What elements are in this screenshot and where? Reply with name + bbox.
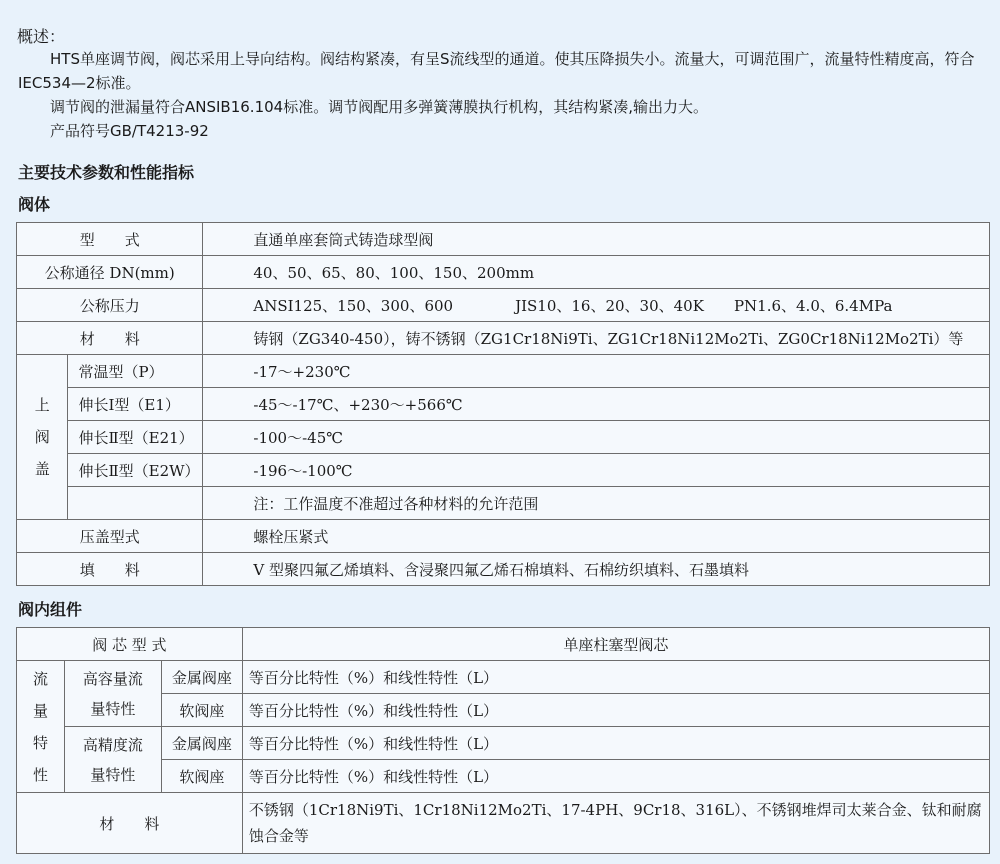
gland-label: 压盖型式 [17, 520, 203, 553]
valve-body-table [16, 222, 990, 586]
bonnet-e1-label: 伸长Ⅰ型（E1） [68, 388, 203, 421]
pressure-jis: JIS10、16、20、30、40K [515, 296, 704, 315]
high-precision-line-2: 量特性 [90, 765, 136, 784]
metal-seat-label: 金属阀座 [161, 661, 242, 694]
table-row [17, 256, 990, 289]
overview-paragraph-1: HTS单座调节阀，阀芯采用上导向结构。阀结构紧凑，有呈S流线型的通道。使其压降损失小。流量大，可调范围广，流量特性精度高，符合IEC534—2标准。 [18, 50, 975, 92]
characteristic-value: 等百分比特性（%）和线性特性（L） [242, 661, 989, 694]
table-row [17, 454, 990, 487]
overview-heading: 概述： [17, 27, 66, 46]
bonnet-empty-cell [68, 487, 203, 520]
bonnet-e1-value: -45～-17℃、+230～+566℃ [203, 388, 990, 421]
table-row [17, 793, 990, 854]
table-row [17, 487, 990, 520]
internals-material-value: 不锈钢（1Cr18Ni9Ti、1Cr18Ni12Mo2Ti、17-4PH、9Cr18、316L）、不锈钢堆焊司太莱合金、钛和耐腐蚀合金等 [242, 793, 989, 854]
type-label: 型 式 [17, 223, 203, 256]
high-capacity-line-1: 高容量流 [82, 669, 143, 688]
table-row [17, 520, 990, 553]
characteristic-value: 等百分比特性（%）和线性特性（L） [242, 760, 989, 793]
table-row [17, 421, 990, 454]
table-row [17, 289, 990, 322]
flow-char-3: 特 [32, 733, 48, 752]
bonnet-note: 注：工作温度不准超过各种材料的允许范围 [203, 487, 990, 520]
bonnet-normal-label: 常温型（P） [68, 355, 203, 388]
pressure-value [203, 289, 990, 322]
core-type-value: 单座柱塞型阀芯 [242, 628, 989, 661]
high-capacity-line-2: 量特性 [90, 699, 136, 718]
table-row [17, 388, 990, 421]
overview-paragraph-3: 产品符号GB/T4213-92 [50, 122, 209, 140]
bonnet-char-1: 上 [34, 396, 50, 414]
table-row [17, 223, 990, 256]
soft-seat-label: 软阀座 [161, 760, 242, 793]
packing-label: 填 料 [17, 553, 203, 586]
table-row [17, 355, 990, 388]
gland-value: 螺栓压紧式 [203, 520, 990, 553]
internals-material-label: 材 料 [17, 793, 243, 854]
pressure-label: 公称压力 [17, 289, 203, 322]
bonnet-e2w-label: 伸长Ⅱ型（E2W） [68, 454, 203, 487]
table-row [17, 553, 990, 586]
core-type-label: 阀 芯 型 式 [17, 628, 243, 661]
metal-seat-label: 金属阀座 [161, 727, 242, 760]
material-label: 材 料 [17, 322, 203, 355]
internals-table [16, 627, 990, 854]
characteristic-value: 等百分比特性（%）和线性特性（L） [242, 694, 989, 727]
table-row [17, 727, 990, 760]
characteristic-value: 等百分比特性（%）和线性特性（L） [242, 727, 989, 760]
flow-characteristic-label [17, 661, 65, 793]
material-value: 铸钢（ZG340-450），铸不锈钢（ZG1Cr18Ni9Ti、ZG1Cr18Ni12Mo2Ti、ZG0Cr18Ni12Mo2Ti）等 [203, 322, 990, 355]
overview-paragraph-2: 调节阀的泄漏量符合ANSIB16.104标准。调节阀配用多弹簧薄膜执行机构，其结构紧凑,输出力大。 [50, 98, 708, 116]
flow-char-2: 量 [32, 701, 48, 720]
table-row [17, 694, 990, 727]
bonnet-char-2: 阀 [34, 428, 50, 446]
bonnet-normal-value: -17～+230℃ [203, 355, 990, 388]
soft-seat-label: 软阀座 [161, 694, 242, 727]
high-precision-label [64, 727, 161, 793]
table-row [17, 760, 990, 793]
dn-label: 公称通径 DN(mm) [17, 256, 203, 289]
flow-char-4: 性 [32, 765, 48, 784]
pressure-pn: PN1.6、4.0、6.4MPa [733, 296, 893, 315]
pressure-ansi: ANSI125、150、300、600 [253, 296, 454, 315]
valve-body-heading: 阀体 [18, 195, 51, 214]
packing-value: V 型聚四氟乙烯填料、含浸聚四氟乙烯石棉填料、石棉纺织填料、石墨填料 [203, 553, 990, 586]
type-value: 直通单座套筒式铸造球型阀 [203, 223, 990, 256]
table-row [17, 322, 990, 355]
bonnet-char-3: 盖 [34, 460, 50, 478]
bonnet-e2w-value: -196～-100℃ [203, 454, 990, 487]
internals-heading: 阀内组件 [18, 600, 83, 619]
main-specs-heading: 主要技术参数和性能指标 [18, 163, 195, 182]
high-capacity-label [64, 661, 161, 727]
high-precision-line-1: 高精度流 [82, 735, 143, 754]
flow-char-1: 流 [32, 669, 48, 688]
bonnet-e21-label: 伸长Ⅱ型（E21） [68, 421, 203, 454]
bonnet-label [17, 355, 68, 520]
table-row [17, 628, 990, 661]
table-row [17, 661, 990, 694]
dn-value: 40、50、65、80、100、150、200mm [203, 256, 990, 289]
bonnet-e21-value: -100～-45℃ [203, 421, 990, 454]
